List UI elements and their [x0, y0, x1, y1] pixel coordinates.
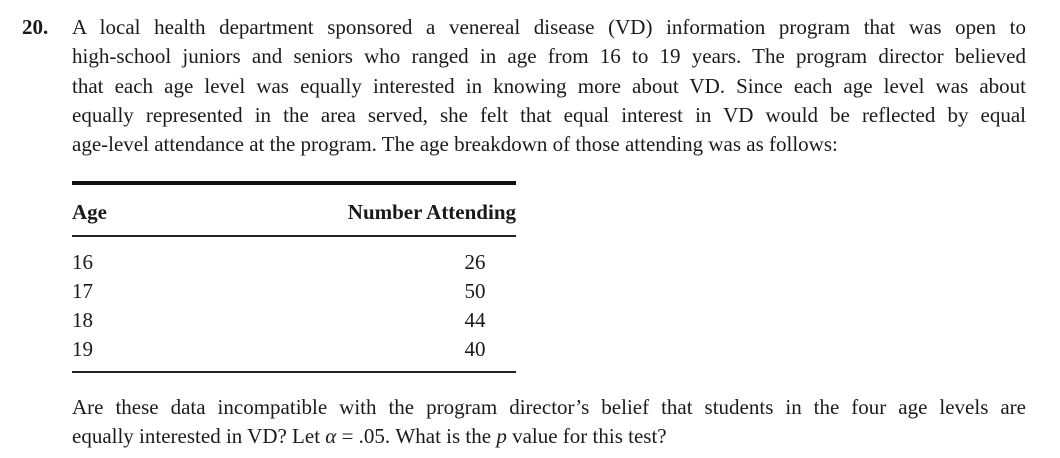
question-text: value for this test? — [506, 424, 667, 449]
table-bottom-rule — [72, 371, 516, 373]
cell-number: 50 — [464, 279, 486, 303]
problem-number: 20. — [22, 15, 49, 39]
alpha-symbol: α — [325, 424, 337, 449]
cell-age: 16 — [72, 250, 93, 274]
cell-age: 19 — [72, 337, 93, 361]
table-row — [72, 248, 516, 277]
intro-line: equally represented in the area served, she felt that equal interest in VD would be reflected by equal — [72, 102, 1026, 127]
table-top-rule — [72, 181, 516, 185]
cell-number: 26 — [464, 250, 486, 274]
intro-line: high-school juniors and seniors who ranged in age from 16 to 19 years. The program director believed — [72, 44, 1026, 69]
header-age: Age — [72, 200, 107, 224]
problem-intro — [72, 13, 1026, 159]
cell-number: 44 — [464, 308, 486, 332]
header-number-attending: Number Attending — [347, 200, 516, 224]
question-text: = .05. What is the — [336, 424, 497, 449]
intro-line: that each age level was equally interested in knowing more about VD. Since each age level was about — [72, 73, 1026, 98]
attendance-table — [72, 181, 516, 374]
table-row — [72, 335, 516, 364]
problem-question — [72, 393, 1026, 452]
intro-line: age-level attendance at the program. The age breakdown of those attending was as follows: — [72, 132, 838, 157]
cell-age: 17 — [72, 279, 93, 303]
cell-age: 18 — [72, 308, 93, 332]
table-row — [72, 306, 516, 335]
question-line — [72, 422, 1026, 451]
table-header-rule — [72, 235, 516, 237]
intro-line: A local health department sponsored a venereal disease (VD) information program that was open to — [72, 15, 1026, 39]
cell-number: 40 — [464, 337, 486, 361]
p-symbol: p — [496, 424, 507, 449]
table-row — [72, 277, 516, 306]
question-line: Are these data incompatible with the program director’s belief that students in the four age levels are — [72, 395, 1026, 419]
question-text: equally interested in VD? Let — [72, 424, 326, 449]
